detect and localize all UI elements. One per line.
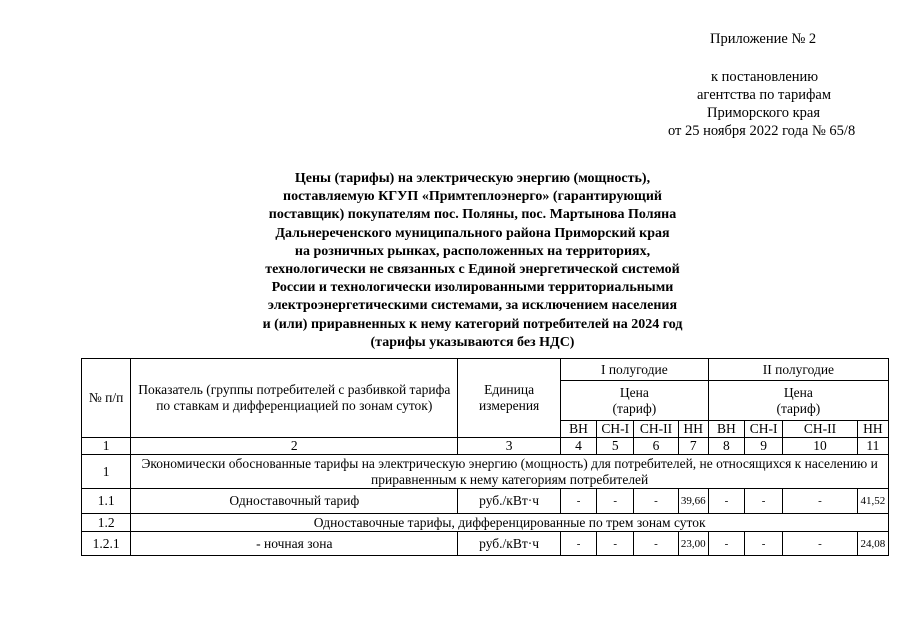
title-line: поставляемую КГУП «Примтеплоэнерго» (гарантирующий [283, 189, 662, 205]
header-num: № п/п [82, 359, 131, 438]
price-cell: - [745, 489, 783, 514]
level-sn1: СН-I [597, 421, 634, 438]
title-line: на розничных рынках, расположенных на территориях, [294, 243, 651, 259]
row-num: 1 [82, 455, 131, 489]
header-row-1 [82, 359, 889, 381]
level-sn2: СН-II [634, 421, 678, 438]
header-tariff-label: (тариф) [776, 400, 821, 416]
appendix-ref-line: к постановлению [711, 69, 819, 85]
row-unit: руб./кВт·ч [458, 489, 561, 514]
row-num: 1.2 [82, 514, 131, 532]
row-num: 1.1 [82, 489, 131, 514]
table-row [82, 514, 889, 532]
col-number: 11 [857, 438, 888, 455]
row-section-text: Экономически обоснованные тарифы на электрическую энергию (мощность) для потребителей, не относящихся к населению и приравненным к нему категориям потребителей [131, 455, 889, 489]
col-number: 1 [82, 438, 131, 455]
price-cell: 39,66 [678, 489, 708, 514]
col-number: 7 [678, 438, 708, 455]
title-line: России и технологически изолированными территориальными [271, 280, 674, 296]
title-line: Цены (тарифы) на электрическую энергию (мощность), [294, 171, 651, 186]
header-price-label: Цена [619, 384, 649, 400]
row-indicator: Одноставочный тариф [131, 489, 458, 514]
col-number: 2 [131, 438, 458, 455]
price-cell: - [745, 532, 783, 556]
header-tariff-label: (тариф) [612, 400, 657, 416]
tariff-table [81, 358, 889, 556]
header-price-h2 [708, 381, 888, 421]
level-nn: НН [678, 421, 708, 438]
column-numbers-row [82, 438, 889, 455]
price-cell: - [560, 489, 596, 514]
row-section-text: Одноставочные тарифы, дифференцированные по трем зонам суток [131, 514, 889, 532]
price-cell: - [597, 489, 634, 514]
level-sn1: СН-I [745, 421, 783, 438]
title-line: электроэнергетическими системами, за исключением населения [267, 298, 678, 314]
appendix-agency-line: агентства по тарифам [697, 87, 831, 103]
appendix-date-line: от 25 ноября 2022 года № 65/8 [668, 123, 856, 139]
price-cell: - [634, 532, 678, 556]
title-line: поставщик) покупателям пос. Поляны, пос. Мартынова Поляна [268, 207, 677, 223]
header-price-label: Цена [783, 384, 813, 400]
appendix-region-line: Приморского края [707, 105, 821, 121]
price-cell: - [783, 489, 857, 514]
col-number: 3 [458, 438, 561, 455]
price-cell: 24,08 [857, 532, 888, 556]
level-sn2: СН-II [783, 421, 857, 438]
level-vn: ВН [560, 421, 596, 438]
price-cell: - [708, 532, 744, 556]
price-cell: - [560, 532, 596, 556]
col-number: 4 [560, 438, 596, 455]
document-title [200, 170, 745, 352]
title-line: технологически не связанных с Единой энергетической системой [265, 262, 680, 278]
col-number: 5 [597, 438, 634, 455]
price-cell: - [783, 532, 857, 556]
price-cell: 23,00 [678, 532, 708, 556]
price-cell: - [634, 489, 678, 514]
header-half2: II полугодие [708, 359, 888, 381]
price-cell: - [708, 489, 744, 514]
level-nn: НН [857, 421, 888, 438]
row-num: 1.2.1 [82, 532, 131, 556]
header-half1: I полугодие [560, 359, 708, 381]
level-vn: ВН [708, 421, 744, 438]
row-unit: руб./кВт·ч [458, 532, 561, 556]
table-row [82, 489, 889, 514]
price-cell: - [597, 532, 634, 556]
title-line: и (или) приравненных к нему категорий потребителей на 2024 год [262, 316, 683, 332]
col-number: 10 [783, 438, 857, 455]
title-line: Дальнереченского муниципального района Приморский края [275, 225, 670, 241]
table-row [82, 455, 889, 489]
col-number: 8 [708, 438, 744, 455]
row-indicator: - ночная зона [131, 532, 458, 556]
header-price-h1 [560, 381, 708, 421]
table-row [82, 532, 889, 556]
header-unit: Единица измерения [458, 359, 561, 438]
col-number: 9 [745, 438, 783, 455]
title-line: (тарифы указываются без НДС) [370, 334, 575, 350]
appendix-number: Приложение № 2 [710, 31, 817, 47]
price-cell: 41,52 [857, 489, 888, 514]
col-number: 6 [634, 438, 678, 455]
header-indicator: Показатель (группы потребителей с разбивкой тарифа по ставкам и дифференциацией по зонам суток) [131, 359, 458, 438]
